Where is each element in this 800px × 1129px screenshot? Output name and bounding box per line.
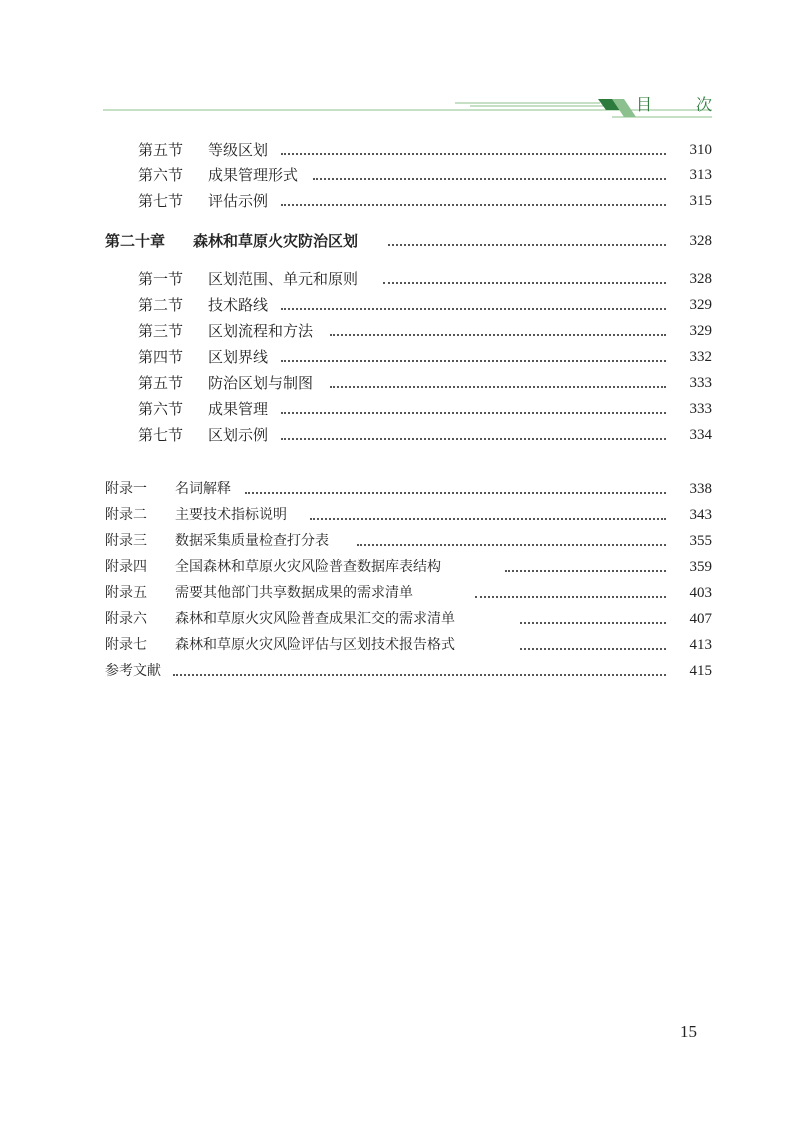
toc-entry-label: 第六节 — [138, 400, 184, 418]
toc-appendix-label: 附录三 — [105, 533, 147, 549]
toc-appendix-page: 338 — [689, 481, 712, 497]
toc-appendix-page: 355 — [689, 533, 712, 549]
toc-entry[interactable] — [138, 398, 712, 420]
toc-entry-label: 第三节 — [138, 322, 184, 340]
toc-leader-dots — [313, 178, 666, 180]
toc-entry-title: 区划范围、单元和原则 — [208, 270, 359, 288]
toc-entry-label: 第五节 — [138, 374, 184, 392]
toc-references-page: 415 — [689, 663, 712, 679]
toc-entry-title: 技术路线 — [208, 296, 269, 314]
toc-appendix-entry[interactable] — [105, 582, 712, 604]
page-header — [0, 0, 800, 130]
toc-leader-dots — [357, 544, 666, 546]
toc-appendix-entry[interactable] — [105, 504, 712, 526]
toc-appendix-label: 附录六 — [105, 611, 147, 627]
toc-leader-dots — [281, 153, 666, 155]
toc-chapter-entry[interactable] — [105, 230, 712, 252]
toc-leader-dots — [505, 570, 666, 572]
toc-leader-dots — [383, 282, 666, 284]
toc-appendix-title: 名词解释 — [175, 478, 233, 500]
toc-entry-title: 防治区划与制图 — [208, 374, 314, 392]
toc-leader-dots — [520, 648, 666, 650]
toc-appendix-entry[interactable] — [105, 634, 712, 656]
toc-entry[interactable] — [138, 164, 712, 186]
toc-entry-title: 评估示例 — [208, 192, 269, 210]
toc-leader-dots — [475, 596, 666, 598]
toc-leader-dots — [330, 334, 666, 336]
header-title-2: 次 — [696, 95, 713, 114]
toc-leader-dots — [245, 492, 666, 494]
toc-appendix-title: 森林和草原火灾风险评估与区划技术报告格式 — [175, 634, 457, 656]
toc-entry[interactable] — [138, 372, 712, 394]
header-decoration — [0, 0, 800, 130]
toc-entry-page: 329 — [689, 323, 712, 339]
toc-entry[interactable] — [138, 190, 712, 212]
toc-entry-page: 328 — [689, 271, 712, 287]
toc-chapter-title: 森林和草原火灾防治区划 — [193, 232, 359, 250]
page-number: 15 — [680, 1022, 697, 1041]
toc-appendix-page: 359 — [689, 559, 712, 575]
toc-entry-title: 等级区划 — [208, 141, 269, 159]
toc-leader-dots — [281, 412, 666, 414]
toc-leader-dots — [520, 622, 666, 624]
toc-entry-title: 区划界线 — [208, 348, 269, 366]
toc-entry-label: 第七节 — [138, 192, 184, 210]
toc-entry-page: 329 — [689, 297, 712, 313]
toc-entry-label: 第四节 — [138, 348, 184, 366]
toc-appendix-page: 403 — [689, 585, 712, 601]
toc-entry-title: 区划流程和方法 — [208, 322, 314, 340]
toc-entry[interactable] — [138, 424, 712, 446]
toc-entry-title: 成果管理形式 — [208, 166, 299, 184]
toc-appendix-label: 附录四 — [105, 559, 147, 575]
toc-entry[interactable] — [138, 139, 712, 161]
toc-appendix-label: 附录七 — [105, 637, 147, 653]
toc-appendix-title: 森林和草原火灾风险普查成果汇交的需求清单 — [175, 608, 457, 630]
toc-entry-page: 334 — [689, 427, 712, 443]
toc-leader-dots — [330, 386, 666, 388]
toc-appendix-page: 407 — [689, 611, 712, 627]
toc-entry-page: 332 — [689, 349, 712, 365]
toc-references-label: 参考文献 — [105, 663, 161, 679]
toc-appendix-title: 数据采集质量检查打分表 — [175, 530, 331, 552]
toc-leader-dots — [281, 204, 666, 206]
toc-entry[interactable] — [138, 346, 712, 368]
toc-entry-page: 333 — [689, 375, 712, 391]
toc-appendix-page: 413 — [689, 637, 712, 653]
toc-leader-dots — [281, 360, 666, 362]
toc-entry-page: 315 — [689, 193, 712, 209]
toc-entry-title: 成果管理 — [208, 400, 269, 418]
toc-leader-dots — [173, 674, 666, 676]
toc-appendix-title: 主要技术指标说明 — [175, 504, 289, 526]
toc-appendix-title: 需要其他部门共享数据成果的需求清单 — [175, 582, 415, 604]
toc-appendix-label: 附录一 — [105, 481, 147, 497]
toc-leader-dots — [388, 244, 666, 246]
toc-appendix-entry[interactable] — [105, 478, 712, 500]
toc-entry[interactable] — [138, 320, 712, 342]
toc-entry-label: 第二节 — [138, 296, 184, 314]
toc-appendix-entry[interactable] — [105, 608, 712, 630]
header-title-1: 目 — [636, 95, 653, 114]
toc-appendix-label: 附录二 — [105, 507, 147, 523]
toc-entry-title: 区划示例 — [208, 426, 269, 444]
toc-entry-label: 第一节 — [138, 270, 184, 288]
toc-entry-page: 333 — [689, 401, 712, 417]
toc-appendix-entry[interactable] — [105, 530, 712, 552]
toc-leader-dots — [281, 438, 666, 440]
toc-chapter-label: 第二十章 — [105, 232, 166, 250]
toc-references-entry[interactable] — [105, 660, 712, 682]
toc-entry[interactable] — [138, 294, 712, 316]
toc-appendix-label: 附录五 — [105, 585, 147, 601]
toc-entry-page: 313 — [689, 167, 712, 183]
toc-appendix-entry[interactable] — [105, 556, 712, 578]
toc-appendix-title: 全国森林和草原火灾风险普查数据库表结构 — [175, 556, 443, 578]
toc-leader-dots — [310, 518, 666, 520]
toc-chapter-page: 328 — [689, 233, 712, 249]
toc-entry-label: 第七节 — [138, 426, 184, 444]
toc-entry-page: 310 — [689, 142, 712, 158]
toc-leader-dots — [281, 308, 666, 310]
toc-entry[interactable] — [138, 268, 712, 290]
toc-entry-label: 第五节 — [138, 141, 184, 159]
toc-appendix-page: 343 — [689, 507, 712, 523]
toc-entry-label: 第六节 — [138, 166, 184, 184]
